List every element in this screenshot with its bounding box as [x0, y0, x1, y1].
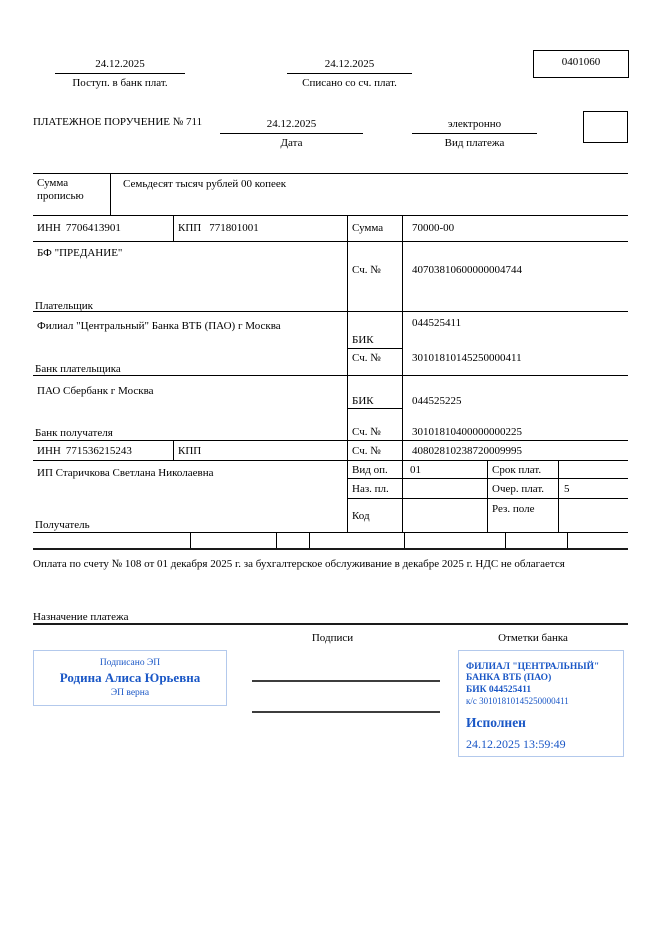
payer-kpp-value: 771801001 [209, 222, 259, 234]
payee-kpp-label: КПП [178, 445, 202, 457]
bank-stamp-name: ФИЛИАЛ "ЦЕНТРАЛЬНЫЙ" БАНКА ВТБ (ПАО) [466, 662, 600, 684]
code-label: Код [352, 510, 370, 522]
esign-valid-label: ЭП верна [110, 688, 150, 698]
payer-inn-label: ИНН [37, 222, 61, 234]
date-underline [220, 133, 363, 134]
payee-kpp [178, 445, 209, 458]
payer-account: 40703810600000004744 [412, 264, 522, 276]
budget-row-divider [567, 532, 568, 548]
bank-execution-stamp [458, 650, 624, 757]
naz-pl-label: Наз. пл. [352, 483, 389, 495]
document-date: 24.12.2025 [266, 118, 317, 130]
op-kind-value: 01 [410, 464, 421, 476]
payer-bank-account-label: Сч. № [352, 352, 381, 364]
payee-name: ИП Старичкова Светлана Николаевна [37, 467, 214, 479]
payer-bank-account: 30101810145250000411 [412, 352, 522, 364]
bank-stamp-status: Исполнен [466, 714, 526, 730]
budget-row-divider [190, 532, 191, 548]
form-code: 0401060 [561, 56, 601, 68]
bank-stamp-bik: БИК 044525411 [466, 684, 532, 695]
form-code-box [533, 50, 629, 78]
payer-caption: Плательщик [35, 300, 93, 312]
payee-account-label: Сч. № [352, 445, 381, 457]
table-border [347, 348, 402, 349]
debited-label: Списано со сч. плат. [302, 77, 397, 89]
payee-inn-label: ИНН [37, 445, 61, 457]
amount-label: Сумма [352, 222, 384, 234]
budget-row-divider [404, 532, 405, 548]
res-field-label: Рез. поле [492, 503, 535, 515]
document-title: ПЛАТЕЖНОЕ ПОРУЧЕНИЕ № 711 [33, 116, 203, 128]
amount-in-words-label: Сумма прописью [37, 177, 84, 202]
payer-inn-value: 7706413901 [65, 222, 121, 234]
payment-kind-value: электронно [447, 118, 502, 130]
payment-kind-label: Вид платежа [444, 137, 505, 149]
signature-line-1 [252, 680, 440, 682]
table-border [347, 215, 348, 532]
budget-row-divider [309, 532, 310, 548]
payee-inn-value: 771536215243 [65, 445, 132, 457]
received-in-bank-date: 24.12.2025 [95, 58, 145, 70]
table-border [33, 241, 628, 242]
table-border [33, 375, 628, 376]
esign-signer-name: Родина Алиса Юрьевна [59, 670, 201, 685]
payment-purpose-caption: Назначение платежа [33, 611, 129, 623]
payee-bank-bik: 044525225 [412, 395, 462, 407]
payee-bank-caption: Банк получателя [35, 427, 113, 439]
signatures-label: Подписи [311, 632, 354, 644]
table-border-bottom [33, 548, 628, 550]
payer-kpp [178, 222, 259, 235]
purpose-underline [33, 623, 628, 625]
payee-bank-bik-label: БИК [352, 395, 374, 407]
bank-marks-label: Отметки банка [498, 632, 568, 644]
table-border [347, 408, 402, 409]
debited-date-underline [287, 73, 412, 74]
received-date-underline [55, 73, 185, 74]
date-label: Дата [280, 137, 303, 149]
esign-signed-label: Подписано ЭП [99, 658, 161, 668]
table-border [33, 532, 628, 533]
table-border [558, 460, 559, 532]
table-border [33, 440, 628, 441]
priority-label: Очер. плат. [492, 483, 545, 495]
table-border [110, 173, 111, 215]
op-kind-label: Вид оп. [352, 464, 388, 476]
payer-kpp-label: КПП [178, 222, 202, 234]
payee-caption: Получатель [35, 519, 90, 531]
payer-name: БФ "ПРЕДАНИЕ" [37, 247, 123, 259]
payee-inn [37, 445, 132, 458]
payment-kind-underline [412, 133, 537, 134]
table-border [173, 440, 174, 460]
received-in-bank-label: Поступ. в банк плат. [72, 77, 168, 89]
esign-stamp [33, 650, 227, 706]
table-border [33, 215, 628, 216]
amount-value: 70000-00 [412, 222, 455, 234]
table-border [33, 173, 628, 174]
payer-account-label: Сч. № [352, 264, 381, 276]
payee-bank-account-label: Сч. № [352, 426, 381, 438]
table-border [33, 311, 628, 312]
amount-in-words-value: Семьдесят тысяч рублей 00 копеек [123, 178, 287, 190]
priority-value: 5 [564, 483, 570, 495]
payer-bank-bik: 044525411 [412, 317, 462, 329]
table-border [487, 460, 488, 532]
debited-date: 24.12.2025 [324, 58, 375, 70]
payee-account: 40802810238720009995 [412, 445, 522, 457]
signature-line-2 [252, 711, 440, 713]
budget-row-divider [276, 532, 277, 548]
payer-status-box [583, 111, 628, 143]
payee-bank-account: 30101810400000000225 [412, 426, 522, 438]
table-border [173, 215, 174, 241]
payer-bank-bik-label: БИК [352, 334, 374, 346]
payer-inn [37, 222, 121, 235]
bank-stamp-timestamp: 24.12.2025 13:59:49 [466, 736, 566, 751]
payer-bank-name: Филиал "Центральный" Банка ВТБ (ПАО) г Москва [37, 320, 281, 332]
payment-purpose-text: Оплата по счету № 108 от 01 декабря 2025 г. за бухгалтерское обслуживание в декабре 2025 г. НДС не облагается [33, 558, 565, 570]
pay-term-label: Срок плат. [492, 464, 542, 476]
payee-bank-name: ПАО Сбербанк г Москва [37, 385, 154, 397]
bank-stamp-corr-account: к/с 30101810145250000411 [466, 696, 569, 707]
budget-row-divider [505, 532, 506, 548]
table-border [402, 215, 403, 532]
payer-bank-caption: Банк плательщика [35, 363, 121, 375]
table-border [33, 460, 628, 461]
